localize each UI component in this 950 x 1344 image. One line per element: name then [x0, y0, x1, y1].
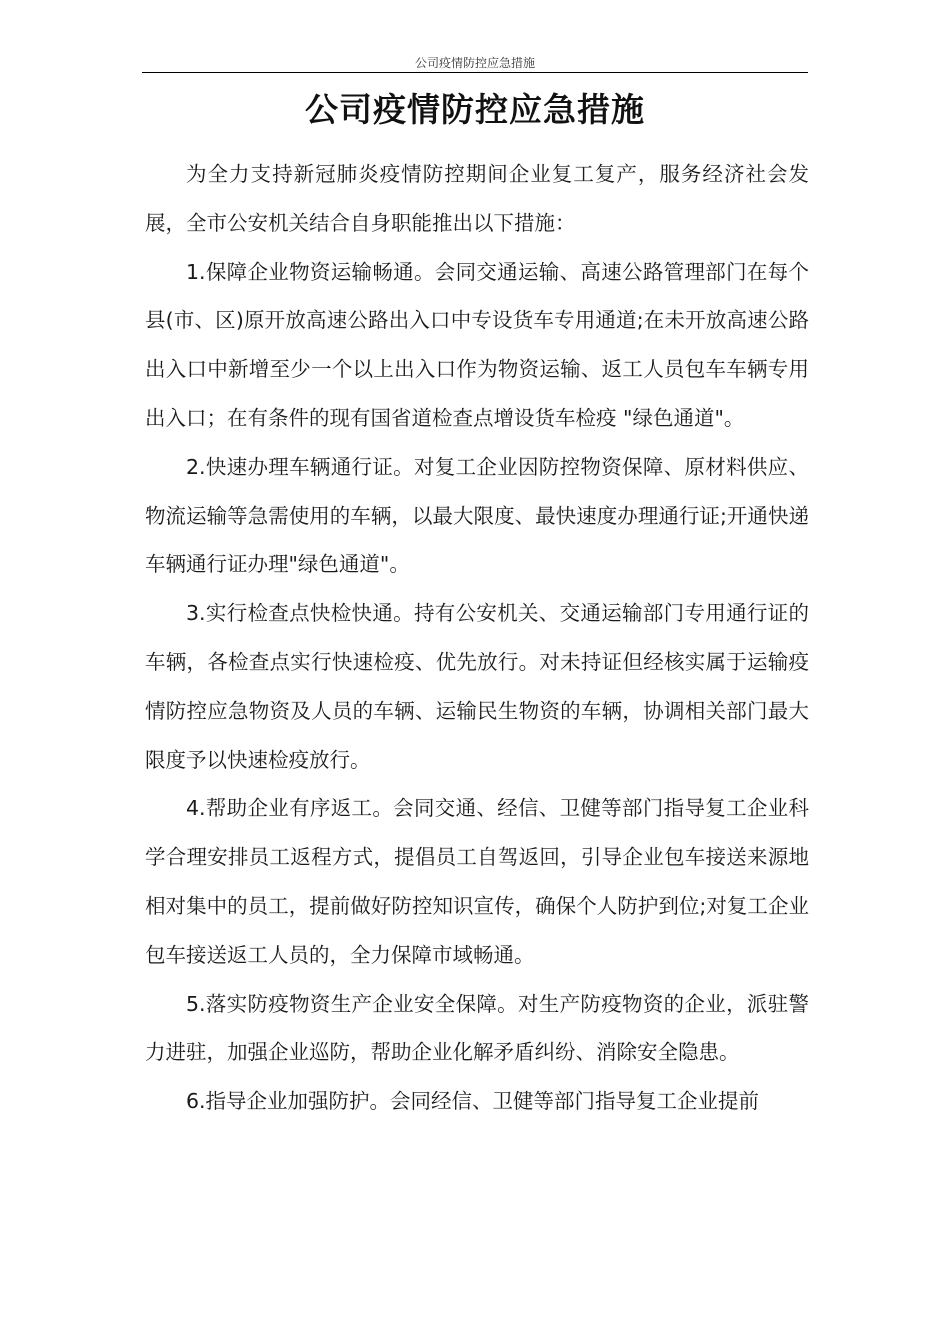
intro-paragraph: 为全力支持新冠肺炎疫情防控期间企业复工复产，服务经济社会发展，全市公安机关结合自身职能推出以下措施：: [145, 162, 809, 235]
measure-paragraph-3: 3.实行检查点快检快通。持有公安机关、交通运输部门专用通行证的车辆，各检查点实行快速检疫、优先放行。对未持证但经核实属于运输疫情防控应急物资及人员的车辆、运输民生物资的车辆，协调相关部门最大限度予以快速检疫放行。: [145, 601, 809, 772]
header-divider: [142, 72, 808, 73]
measure-paragraph-4: 4.帮助企业有序返工。会同交通、经信、卫健等部门指导复工企业科学合理安排员工返程方式，提倡员工自驾返回，引导企业包车接送来源地相对集中的员工，提前做好防控知识宣传，确保个人防护到位;对复工企业包车接送返工人员的，全力保障市域畅通。: [145, 796, 809, 967]
measure-paragraph-1: 1.保障企业物资运输畅通。会同交通运输、高速公路管理部门在每个县(市、区)原开放高速公路出入口中专设货车专用通道;在未开放高速公路出入口中新增至少一个以上出入口作为物资运输、返工人员包车车辆专用出入口；在有条件的现有国省道检查点增设货车检疫 "绿色通道"。: [145, 259, 809, 430]
document-title: 公司疫情防控应急措施: [305, 90, 645, 129]
measure-paragraph-2: 2.快速办理车辆通行证。对复工企业因防控物资保障、原材料供应、物流运输等急需使用的车辆，以最大限度、最快速度办理通行证;开通快递车辆通行证办理"绿色通道"。: [145, 454, 809, 577]
document-body: [145, 150, 809, 1126]
measure-paragraph-5: 5.落实防疫物资生产企业安全保障。对生产防疫物资的企业，派驻警力进驻，加强企业巡防，帮助企业化解矛盾纠纷、消除安全隐患。: [145, 991, 809, 1065]
running-header: 公司疫情防控应急措施: [414, 56, 535, 70]
measure-paragraph-6: 6.指导企业加强防护。会同经信、卫健等部门指导复工企业提前: [186, 1089, 760, 1114]
